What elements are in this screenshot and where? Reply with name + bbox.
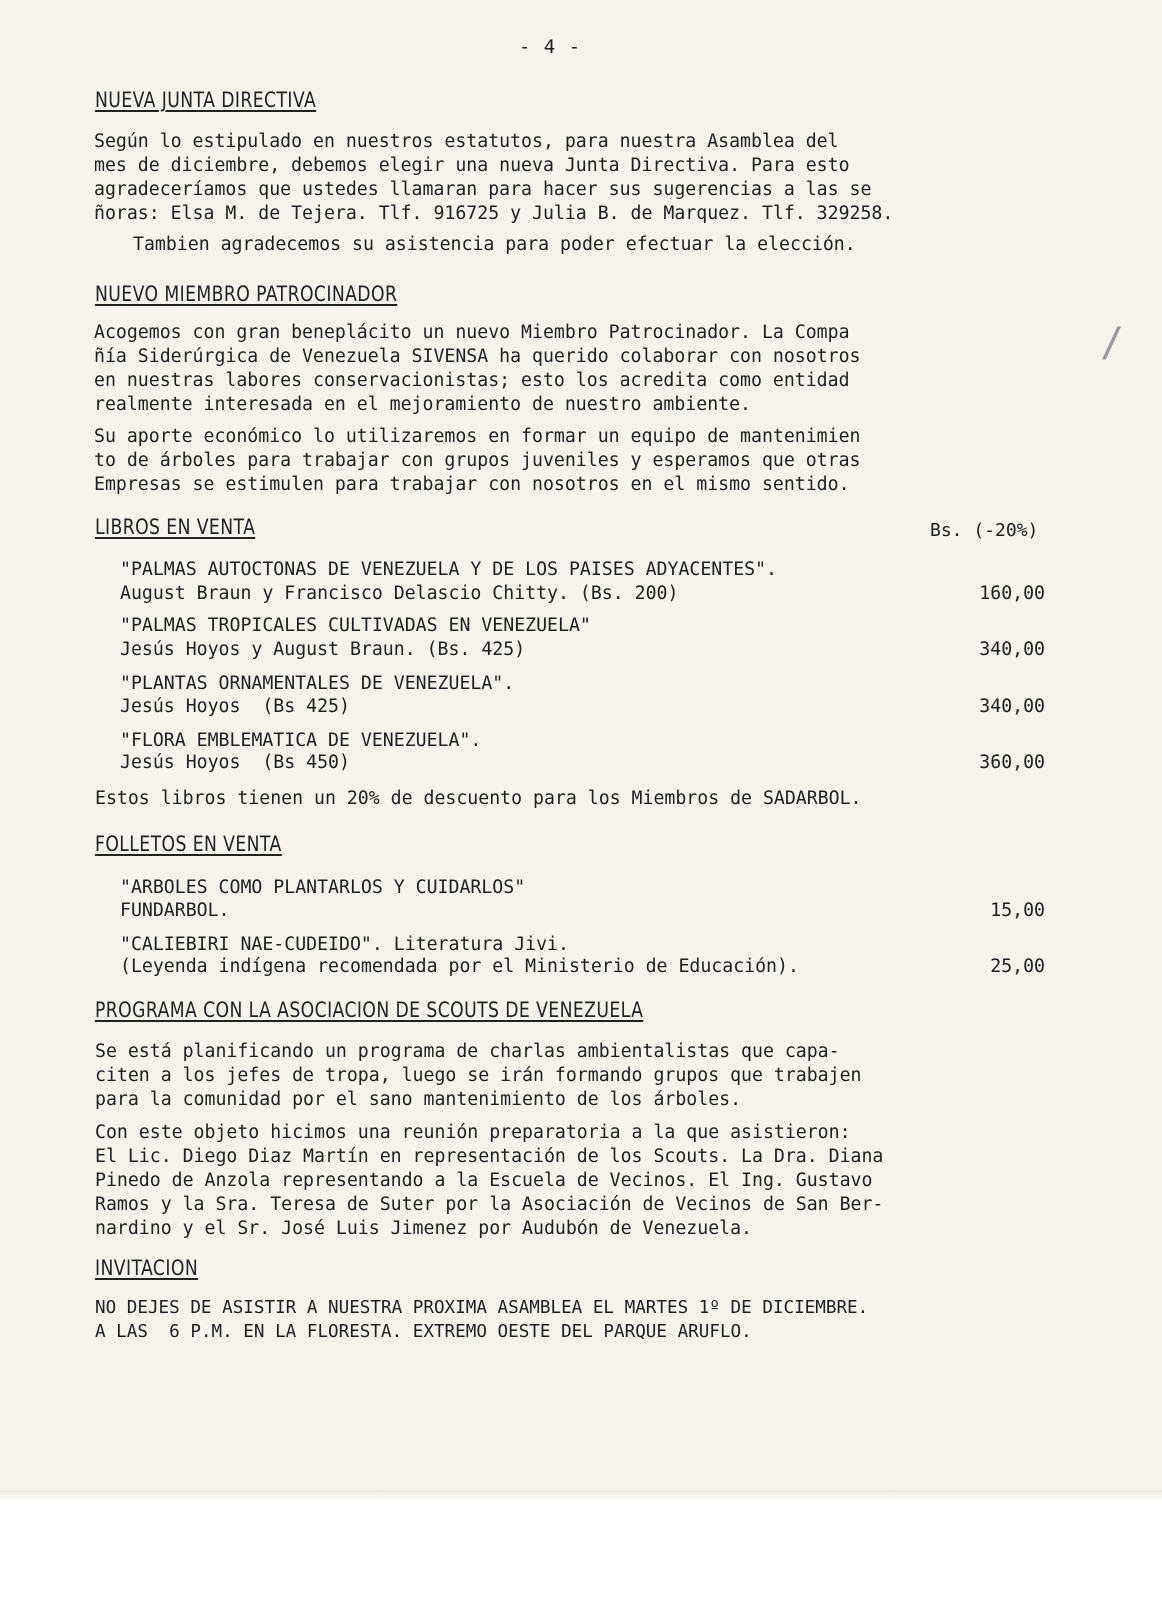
junta-paragraph-1: Según lo estipulado en nuestros estatutos, para nuestra Asamblea del mes de diciembre, debemos elegir una nueva Junta Directiva. Para esto agradeceríamos que ustedes llamaran para hacer sus sugerencias a las se ñoras: Elsa M. de Tejera. Tlf. 916725 y Julia B. de Marquez. Tlf. 329258.	[94, 131, 894, 224]
heading-invitacion: INVITACION	[95, 1256, 199, 1280]
pamphlet-2-title-row	[120, 933, 1095, 957]
scouts-paragraph-1: Se está planificando un programa de charlas ambientalistas que capa- citen a los jefes de tropa, luego se irán formando grupos que trabajen para la comunidad por el sano mantenimiento de los árboles.	[95, 1041, 862, 1110]
pamphlet-2-author-row	[120, 955, 1095, 979]
patrocinador-paragraph-2: Su aporte económico lo utilizaremos en formar un equipo de mantenimien to de árboles para trabajar con grupos juveniles y esperamos que otras Empresas se estimulen para trabajar con nosotros en el mismo sentido.	[94, 426, 861, 495]
book-2-author-row	[120, 638, 1095, 662]
heading-programa-scouts: PROGRAMA CON LA ASOCIACION DE SCOUTS DE VENEZUELA	[95, 998, 644, 1022]
pamphlet-1-author-row	[120, 899, 1095, 923]
book-3-author-row	[120, 695, 1095, 719]
paper-edge	[0, 1490, 1162, 1500]
book-3-price: 340,00	[979, 696, 1045, 717]
book-1-author-row	[120, 582, 1095, 606]
invitacion-text: NO DEJES DE ASISTIR A NUESTRA PROXIMA ASAMBLEA EL MARTES 1º DE DICIEMBRE. A LAS 6 P.M. EN LA FLORESTA. EXTREMO OESTE DEL PARQUE ARUFLO.	[95, 1298, 869, 1342]
margin-scratch-mark: /	[1100, 320, 1125, 366]
book-1-author: August Braun y Francisco Delascio Chitty. (Bs. 200)	[120, 583, 679, 604]
book-3-title: "PLANTAS ORNAMENTALES DE VENEZUELA".	[120, 673, 515, 694]
heading-nuevo-miembro: NUEVO MIEMBRO PATROCINADOR	[95, 282, 398, 306]
book-2-price: 340,00	[979, 639, 1045, 660]
book-1-title: "PALMAS AUTOCTONAS DE VENEZUELA Y DE LOS PAISES ADYACENTES".	[120, 559, 777, 580]
pamphlet-2-price: 25,00	[990, 956, 1045, 977]
book-1-price: 160,00	[979, 583, 1045, 604]
book-4-author-row	[120, 751, 1095, 775]
book-4-title: "FLORA EMBLEMATICA DE VENEZUELA".	[120, 730, 482, 751]
libros-discount-note: Estos libros tienen un 20% de descuento para los Miembros de SADARBOL.	[95, 788, 862, 809]
heading-libros-en-venta: LIBROS EN VENTA	[95, 515, 256, 539]
book-1-title-row	[120, 558, 1095, 582]
pamphlet-2-title: "CALIEBIRI NAE-CUDEIDO". Literatura Jivi.	[120, 934, 569, 955]
book-4-title-row	[120, 729, 1095, 753]
book-4-author: Jesús Hoyos (Bs 450)	[120, 752, 350, 773]
pamphlet-2-author: (Leyenda indígena recomendada por el Ministerio de Educación).	[120, 956, 799, 977]
book-3-title-row	[120, 672, 1095, 696]
heading-junta-directiva: NUEVA JUNTA DIRECTIVA	[95, 88, 317, 112]
page-number: - 4 -	[518, 36, 582, 58]
book-4-price: 360,00	[979, 752, 1045, 773]
book-3-author: Jesús Hoyos (Bs 425)	[120, 696, 350, 717]
patrocinador-paragraph-1: Acogemos con gran beneplácito un nuevo Miembro Patrocinador. La Compa ñía Siderúrgica de Venezuela SIVENSA ha querido colaborar con nosotros en nuestras labores conservacionistas; esto los acredita como entidad realmente interesada en el mejoramiento de nuestro ambiente.	[94, 322, 861, 415]
book-2-title: "PALMAS TROPICALES CULTIVADAS EN VENEZUELA"	[120, 615, 591, 636]
pamphlet-1-title-row	[120, 876, 1095, 900]
scouts-paragraph-2: Con este objeto hicimos una reunión preparatoria a la que asistieron: El Lic. Diego Diaz Martín en representación de los Scouts. La Dra. Diana Pinedo de Anzola representando a la Escuela de Vecinos. El Ing. Gustavo Ramos y la Sra. Teresa de Suter por la Asociación de Vecinos de San Ber- nardino y el Sr. José Luis Jimenez por Audubón de Venezuela.	[95, 1122, 884, 1239]
discount-label: Bs. (-20%)	[930, 520, 1039, 541]
junta-paragraph-2: Tambien agradecemos su asistencia para poder efectuar la elección.	[133, 234, 856, 255]
pamphlet-1-price: 15,00	[990, 900, 1045, 921]
book-2-title-row	[120, 614, 1095, 638]
pamphlet-1-author: FUNDARBOL.	[120, 900, 230, 921]
book-2-author: Jesús Hoyos y August Braun. (Bs. 425)	[120, 639, 526, 660]
pamphlet-1-title: "ARBOLES COMO PLANTARLOS Y CUIDARLOS"	[120, 877, 526, 898]
heading-folletos-en-venta: FOLLETOS EN VENTA	[95, 832, 282, 856]
